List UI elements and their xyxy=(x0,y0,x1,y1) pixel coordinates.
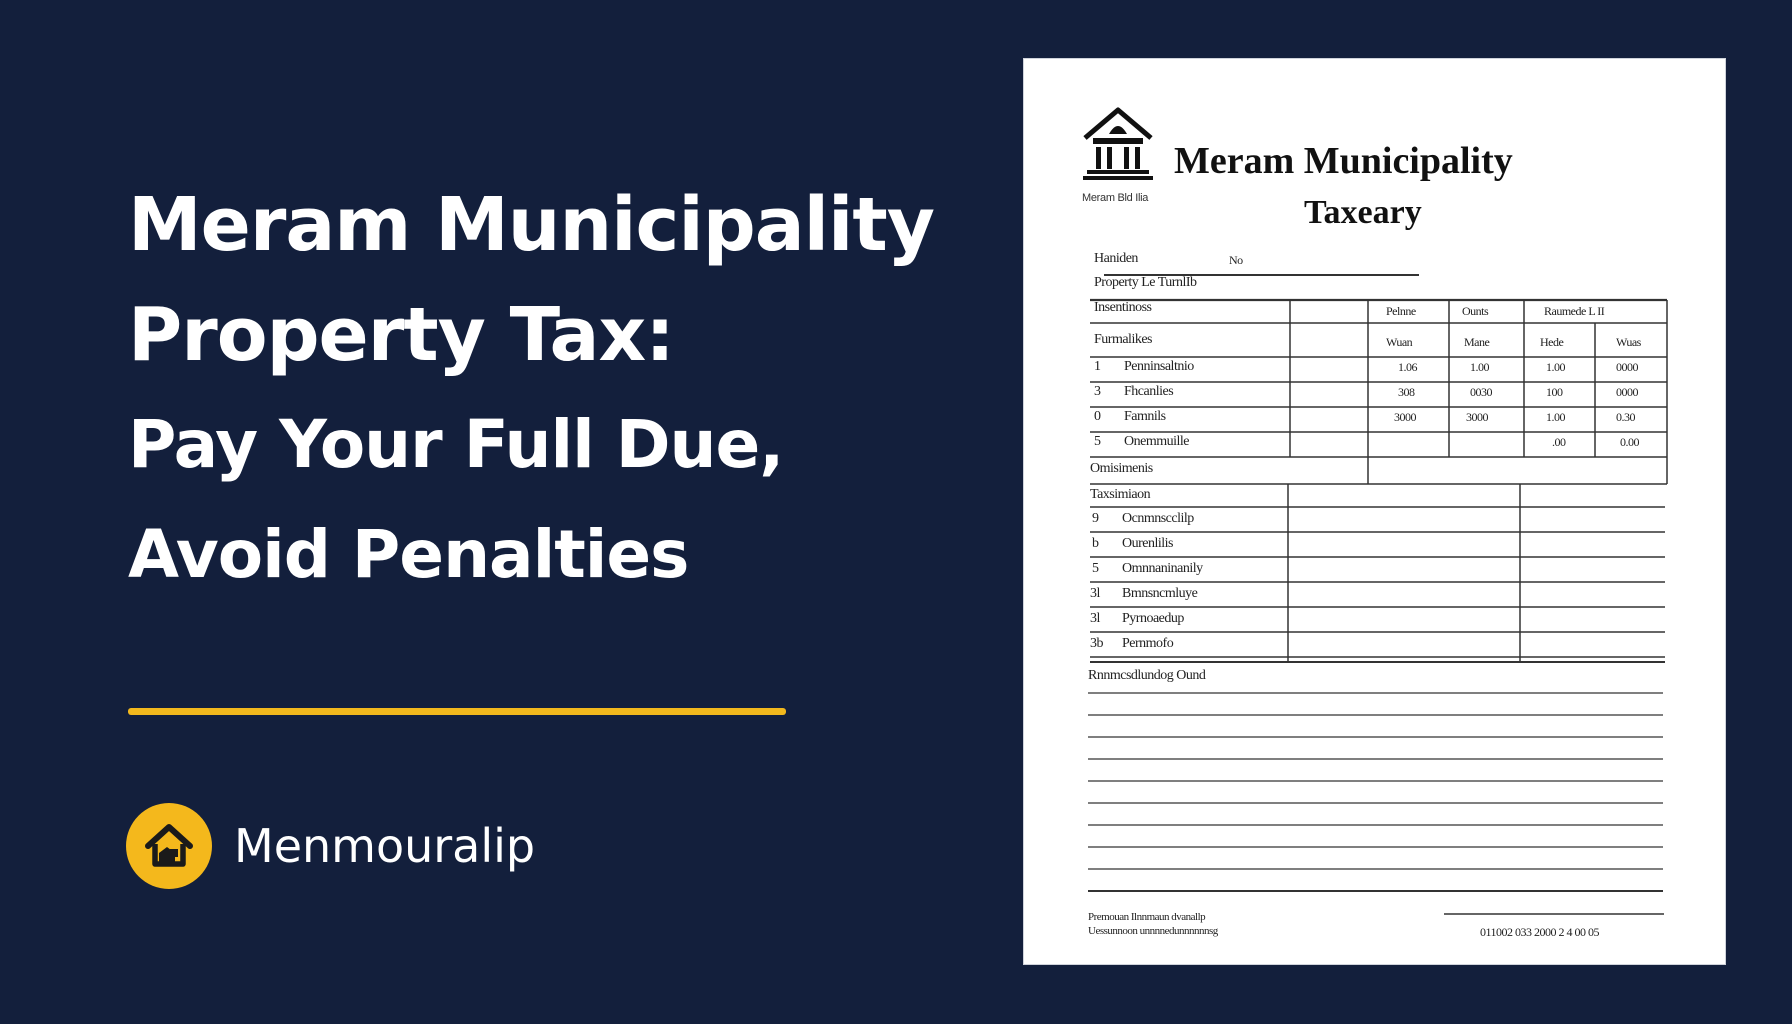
item-2-value-3: 100 xyxy=(1546,385,1563,399)
item-3-label: Famnils xyxy=(1124,409,1166,424)
b-row-1-no: 9 xyxy=(1092,511,1099,526)
item-1-label: Penninsaltnio xyxy=(1124,359,1194,374)
form-label-no: No xyxy=(1229,253,1243,267)
b-row-5-no: 3l xyxy=(1090,611,1100,626)
accent-divider xyxy=(128,708,786,715)
crest-caption: Meram Bld Ilia xyxy=(1082,192,1149,204)
item-3-value-2: 3000 xyxy=(1466,410,1488,424)
item-4-value-4: 0.00 xyxy=(1620,435,1639,449)
b-row-3-label: Omnnaninanily xyxy=(1122,561,1203,576)
form-label-name: Haniden xyxy=(1094,251,1138,266)
b-row-3-no: 5 xyxy=(1092,561,1099,576)
item-4-no: 5 xyxy=(1094,434,1101,449)
form-section-property: Property Le TurnlIb xyxy=(1094,275,1197,290)
item-1-value-3: 1.00 xyxy=(1546,360,1565,374)
item-4-value-3: .00 xyxy=(1552,435,1566,449)
subheader-3: Hede xyxy=(1540,335,1564,349)
tax-document-preview xyxy=(1024,59,1725,964)
b-row-6-label: Pernmofo xyxy=(1122,636,1174,651)
headline-line-4: Avoid Penalties xyxy=(128,516,689,593)
brand-name: Menmouralip xyxy=(234,819,536,873)
item-1-value-1: 1.06 xyxy=(1398,360,1417,374)
headline-line-2: Property Tax: xyxy=(128,292,674,378)
b-row-1-label: Ocnmnscclilp xyxy=(1122,511,1194,526)
item-1-value-2: 1.00 xyxy=(1470,360,1489,374)
form-section-3: Taxsimiaon xyxy=(1090,487,1151,502)
col-header-3: Raumede L II xyxy=(1544,304,1605,318)
b-row-6-no: 3b xyxy=(1090,636,1103,651)
house-icon xyxy=(126,803,212,889)
item-2-value-1: 308 xyxy=(1398,385,1415,399)
item-2-value-4: 0000 xyxy=(1616,385,1638,399)
subheader-2: Mane xyxy=(1464,335,1490,349)
b-row-5-label: Pyrnoaedup xyxy=(1122,611,1184,626)
item-3-value-1: 3000 xyxy=(1394,410,1416,424)
brand xyxy=(126,803,535,889)
subheader-1: Wuan xyxy=(1386,335,1413,349)
headline-line-3: Pay Your Full Due, xyxy=(128,406,784,483)
footer-reference-number: 011002 033 2000 2 4 00 05 xyxy=(1480,925,1600,939)
item-2-value-2: 0030 xyxy=(1470,385,1492,399)
item-3-no: 0 xyxy=(1094,409,1101,424)
col-header-1: Pelnne xyxy=(1386,304,1416,318)
form-section-2: Omisimenis xyxy=(1090,461,1153,476)
document-title: Meram Municipality xyxy=(1174,140,1513,182)
headline xyxy=(128,170,1008,610)
b-row-2-no: b xyxy=(1092,536,1099,551)
document-subtitle: Taxeary xyxy=(1304,194,1422,231)
footer-left-line-1: Premouan Ilnnmaun dvanallp xyxy=(1088,911,1206,923)
b-row-4-label: Bmnsncmluye xyxy=(1122,586,1198,601)
footer-left-line-2: Uessunnoon unnnnedunnnnnnsg xyxy=(1088,925,1218,937)
col-header-2: Ounts xyxy=(1462,304,1489,318)
item-3-value-3: 1.00 xyxy=(1546,410,1565,424)
item-2-no: 3 xyxy=(1094,384,1101,399)
b-row-4-no: 3l xyxy=(1090,586,1100,601)
b-row-2-label: Ourenlilis xyxy=(1122,536,1173,551)
remarks-heading: Rnnmcsdlundog Ound xyxy=(1088,668,1206,683)
item-1-value-4: 0000 xyxy=(1616,360,1638,374)
municipal-building-icon xyxy=(1079,104,1157,184)
form-head-2: Furmalikes xyxy=(1094,332,1152,347)
item-2-label: Fhcanlies xyxy=(1124,384,1174,399)
headline-line-1: Meram Municipality xyxy=(128,182,934,268)
form-head-1: Insentinoss xyxy=(1094,300,1152,315)
item-3-value-4: 0.30 xyxy=(1616,410,1635,424)
item-4-label: Onemmuille xyxy=(1124,434,1189,449)
subheader-4: Wuas xyxy=(1616,335,1641,349)
item-1-no: 1 xyxy=(1094,359,1101,374)
